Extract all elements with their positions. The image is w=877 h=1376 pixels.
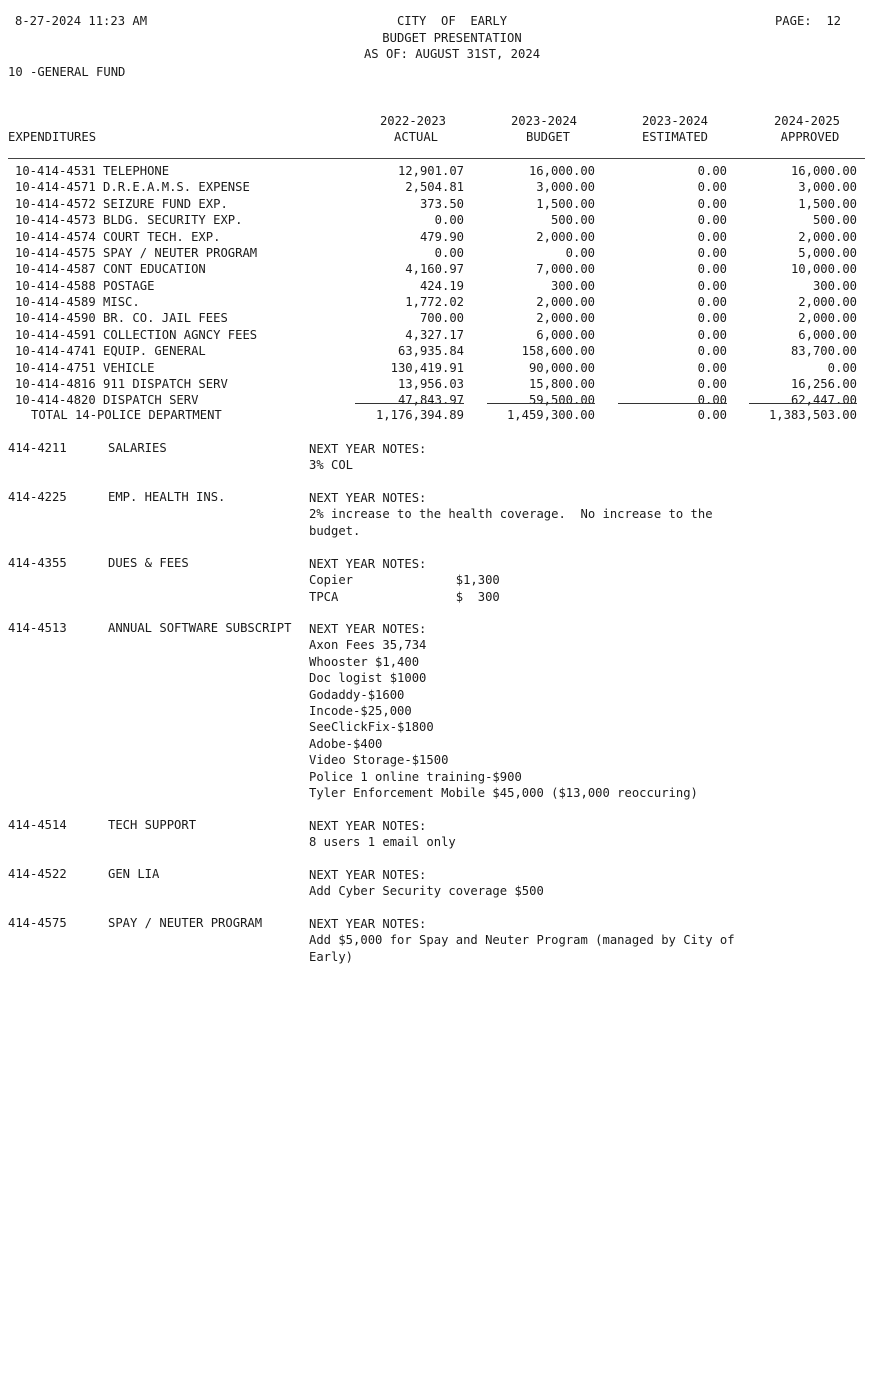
total-row: [0, 407, 877, 423]
note-line: budget.: [309, 523, 361, 538]
estimated-value: 0.00: [697, 213, 727, 228]
note-heading: NEXT YEAR NOTES:: [309, 819, 427, 833]
approved-value: 1,500.00: [798, 196, 857, 211]
table-row: [0, 229, 877, 245]
total-estimated: 0.00: [697, 408, 727, 422]
actual-value: 12,901.07: [397, 164, 464, 178]
table-row: [0, 294, 877, 310]
actual-value: 4,327.17: [405, 327, 464, 342]
note-line: Video Storage-$1500: [309, 753, 449, 768]
budget-value: 1,500.00: [536, 196, 595, 211]
report-title: BUDGET PRESENTATION: [382, 31, 522, 45]
note-line: 3% COL: [309, 458, 354, 473]
budget-value: 16,000.00: [528, 164, 595, 178]
section-label: EXPENDITURES: [8, 130, 97, 144]
estimated-column-header: ESTIMATED: [641, 130, 709, 144]
actual-value: 4,160.97: [405, 262, 464, 277]
estimated-value: 0.00: [697, 327, 727, 342]
estimated-value: 0.00: [697, 295, 727, 310]
budget-value: 6,000.00: [536, 327, 595, 342]
budget-value: 2,000.00: [536, 295, 595, 310]
account-name: 10-414-4575 SPAY / NEUTER PROGRAM: [15, 245, 258, 260]
organization-name: CITY OF EARLY: [396, 14, 508, 28]
actual-year-header: 2022-2023: [379, 114, 447, 128]
table-row: [0, 261, 877, 277]
table-row: [0, 196, 877, 212]
table-row: [0, 179, 877, 195]
account-name: 10-414-4591 COLLECTION AGNCY FEES: [15, 327, 258, 342]
estimated-year-header: 2023-2024: [641, 114, 709, 128]
note-line: Whooster $1,400: [309, 654, 420, 669]
note-account-description: GEN LIA: [108, 867, 160, 881]
approved-value: 2,000.00: [798, 295, 857, 310]
note-account-description: SPAY / NEUTER PROGRAM: [108, 916, 263, 930]
note-account-code: 414-4522: [8, 867, 67, 881]
note-heading: NEXT YEAR NOTES:: [309, 622, 427, 636]
actual-value: 0.00: [434, 213, 464, 228]
account-name: 10-414-4751 VEHICLE: [15, 360, 155, 375]
account-name: 10-414-4741 EQUIP. GENERAL: [15, 344, 206, 359]
budget-value: 300.00: [550, 278, 595, 293]
note-account-code: 414-4575: [8, 916, 67, 930]
actual-value: 47,843.97: [397, 393, 464, 408]
table-row: [0, 278, 877, 294]
note-body: [309, 818, 456, 851]
approved-value: 62,447.00: [790, 393, 857, 408]
actual-value: 0.00: [434, 245, 464, 260]
account-name: 10-414-4574 COURT TECH. EXP.: [15, 229, 221, 244]
budget-value: 59,500.00: [528, 393, 595, 408]
actual-value: 479.90: [419, 229, 464, 244]
note-line: Godaddy-$1600: [309, 687, 405, 702]
approved-value: 3,000.00: [798, 180, 857, 195]
approved-value: 500.00: [812, 213, 857, 228]
note-account-code: 414-4514: [8, 818, 67, 832]
budget-value: 158,600.00: [521, 344, 595, 359]
note-account-code: 414-4225: [8, 490, 67, 504]
account-name: 10-414-4589 MISC.: [15, 295, 140, 310]
actual-value: 424.19: [419, 278, 464, 293]
estimated-value: 0.00: [697, 262, 727, 277]
table-row: [0, 245, 877, 261]
note-line: Doc logist $1000: [309, 671, 427, 686]
report-as-of-date: AS OF: AUGUST 31ST, 2024: [363, 47, 541, 61]
approved-value: 83,700.00: [790, 344, 857, 359]
note-heading: NEXT YEAR NOTES:: [309, 868, 427, 882]
table-row: [0, 376, 877, 392]
table-row: [0, 212, 877, 228]
budget-column-header: BUDGET: [525, 130, 571, 144]
estimated-value: 0.00: [697, 245, 727, 260]
approved-value: 16,256.00: [790, 376, 857, 391]
note-line: 8 users 1 email only: [309, 835, 456, 850]
note-line: TPCA $ 300: [309, 589, 500, 604]
note-account-description: EMP. HEALTH INS.: [108, 490, 226, 504]
note-line: Copier $1,300: [309, 573, 500, 588]
approved-value: 16,000.00: [790, 164, 857, 178]
estimated-value: 0.00: [697, 229, 727, 244]
note-line: Tyler Enforcement Mobile $45,000 ($13,000 reoccuring): [309, 786, 698, 801]
approved-value: 300.00: [812, 278, 857, 293]
estimated-value: 0.00: [697, 278, 727, 293]
estimated-total-rule: [618, 403, 727, 404]
budget-total-rule: [487, 403, 595, 404]
note-account-code: 414-4211: [8, 441, 67, 455]
note-line: Police 1 online training-$900: [309, 769, 522, 784]
note-account-description: TECH SUPPORT: [108, 818, 197, 832]
budget-value: 15,800.00: [528, 376, 595, 391]
actual-value: 63,935.84: [397, 344, 464, 359]
estimated-value: 0.00: [697, 196, 727, 211]
note-line: Incode-$25,000: [309, 704, 412, 719]
approved-value: 6,000.00: [798, 327, 857, 342]
estimated-value: 0.00: [697, 311, 727, 326]
table-row: [0, 163, 877, 179]
budget-value: 2,000.00: [536, 311, 595, 326]
account-name: 10-414-4571 D.R.E.A.M.S. EXPENSE: [15, 180, 250, 195]
account-name: 10-414-4573 BLDG. SECURITY EXP.: [15, 213, 243, 228]
budget-value: 3,000.00: [536, 180, 595, 195]
account-name: 10-414-4588 POSTAGE: [15, 278, 155, 293]
total-label: TOTAL 14-POLICE DEPARTMENT: [31, 408, 222, 422]
total-approved: 1,383,503.00: [768, 408, 857, 422]
note-heading: NEXT YEAR NOTES:: [309, 442, 427, 456]
estimated-value: 0.00: [697, 344, 727, 359]
total-actual: 1,176,394.89: [375, 408, 464, 422]
budget-value: 2,000.00: [536, 229, 595, 244]
approved-value: 5,000.00: [798, 245, 857, 260]
page-number: PAGE: 12: [774, 14, 841, 28]
note-body: [309, 916, 735, 965]
note-body: [309, 490, 713, 539]
note-account-description: DUES & FEES: [108, 556, 189, 570]
note-line: Add $5,000 for Spay and Neuter Program (managed by City of: [309, 933, 735, 948]
note-body: [309, 867, 544, 900]
approved-value: 2,000.00: [798, 311, 857, 326]
note-account-description: ANNUAL SOFTWARE SUBSCRIPT: [108, 621, 292, 635]
actual-value: 2,504.81: [405, 180, 464, 195]
budget-value: 500.00: [550, 213, 595, 228]
actual-column-header: ACTUAL: [393, 130, 439, 144]
account-name: 10-414-4816 911 DISPATCH SERV: [15, 376, 228, 391]
estimated-value: 0.00: [697, 393, 727, 408]
actual-value: 130,419.91: [390, 360, 464, 375]
actual-value: 373.50: [419, 196, 464, 211]
note-heading: NEXT YEAR NOTES:: [309, 557, 427, 571]
note-account-code: 414-4355: [8, 556, 67, 570]
account-name: 10-414-4820 DISPATCH SERV: [15, 393, 199, 408]
account-name: 10-414-4590 BR. CO. JAIL FEES: [15, 311, 228, 326]
account-name: 10-414-4587 CONT EDUCATION: [15, 262, 206, 277]
header-divider: [8, 158, 865, 159]
approved-value: 2,000.00: [798, 229, 857, 244]
note-line: SeeClickFix-$1800: [309, 720, 434, 735]
note-body: [309, 441, 426, 474]
note-line: Axon Fees 35,734: [309, 638, 427, 653]
note-line: 2% increase to the health coverage. No increase to the: [309, 507, 713, 522]
account-name: 10-414-4572 SEIZURE FUND EXP.: [15, 196, 228, 211]
note-body: [309, 621, 698, 801]
account-name: 10-414-4531 TELEPHONE: [15, 164, 170, 178]
approved-value: 0.00: [827, 360, 857, 375]
estimated-value: 0.00: [697, 164, 727, 178]
note-line: Add Cyber Security coverage $500: [309, 884, 544, 899]
note-body: [309, 556, 500, 605]
table-row: [0, 343, 877, 359]
approved-value: 10,000.00: [790, 262, 857, 277]
budget-value: 90,000.00: [528, 360, 595, 375]
approved-column-header: APPROVED: [780, 130, 840, 144]
table-row: [0, 392, 877, 408]
actual-value: 700.00: [419, 311, 464, 326]
note-account-code: 414-4513: [8, 621, 67, 635]
budget-year-header: 2023-2024: [510, 114, 578, 128]
note-line: Adobe-$400: [309, 736, 383, 751]
table-row: [0, 310, 877, 326]
approved-year-header: 2024-2025: [773, 114, 841, 128]
actual-value: 13,956.03: [397, 376, 464, 391]
estimated-value: 0.00: [697, 376, 727, 391]
estimated-value: 0.00: [697, 360, 727, 375]
fund-label: 10 -GENERAL FUND: [8, 65, 126, 79]
actual-value: 1,772.02: [405, 295, 464, 310]
budget-value: 7,000.00: [536, 262, 595, 277]
note-heading: NEXT YEAR NOTES:: [309, 491, 427, 505]
table-row: [0, 327, 877, 343]
note-heading: NEXT YEAR NOTES:: [309, 917, 427, 931]
estimated-value: 0.00: [697, 180, 727, 195]
table-row: [0, 360, 877, 376]
actual-total-rule: [355, 403, 464, 404]
total-budget: 1,459,300.00: [506, 408, 595, 422]
report-timestamp: 8-27-2024 11:23 AM: [15, 14, 148, 28]
note-line: Early): [309, 949, 354, 964]
approved-total-rule: [749, 403, 857, 404]
budget-value: 0.00: [565, 245, 595, 260]
note-account-description: SALARIES: [108, 441, 167, 455]
